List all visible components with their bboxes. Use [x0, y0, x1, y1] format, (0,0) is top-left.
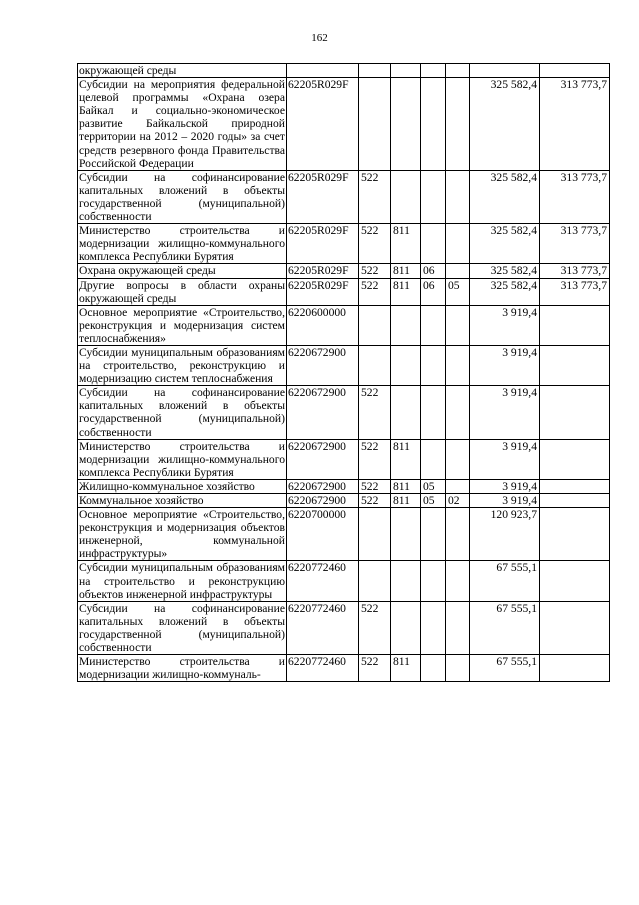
target-article-cell: 62205R029F — [287, 264, 359, 278]
row-name-cell: Охрана окружающей среды — [78, 264, 287, 278]
section-cell — [421, 601, 446, 654]
row-name-cell: Министерство строительства и модернизации жилищно-коммуналь- — [79, 655, 285, 682]
subsection-cell — [446, 64, 470, 78]
target-article-cell: 6220600000 — [287, 305, 359, 345]
amount-first-year-cell: 120 923,7 — [470, 508, 540, 561]
ministry-code-cell: 811 — [391, 264, 421, 278]
section-cell — [421, 170, 446, 223]
table-row — [78, 345, 610, 385]
row-name-cell: Министерство строительства и модернизации жилищно-коммунального комплекса Республики Бурятия — [79, 439, 285, 479]
amount-first-year-cell: 67 555,1 — [470, 561, 540, 601]
ministry-code-cell: 811 — [391, 439, 421, 479]
subsection-cell — [446, 601, 470, 654]
table-row — [78, 439, 610, 479]
amount-second-year-cell — [540, 655, 610, 682]
subsection-cell — [446, 345, 470, 385]
section-cell — [421, 508, 446, 561]
table-row — [78, 78, 610, 171]
row-name-cell: Коммунальное хозяйство — [78, 494, 287, 508]
section-cell: 06 — [421, 264, 446, 278]
section-cell: 06 — [421, 278, 446, 305]
target-article-cell: 6220672900 — [287, 439, 359, 479]
amount-first-year-cell: 3 919,4 — [470, 305, 540, 345]
subsection-cell — [446, 439, 470, 479]
target-article-cell: 62205R029F — [287, 278, 359, 305]
subsection-cell: 05 — [446, 278, 470, 305]
section-cell: 05 — [421, 494, 446, 508]
expense-type-cell: 522 — [359, 494, 391, 508]
expense-type-cell: 522 — [359, 439, 391, 479]
subsection-cell — [446, 170, 470, 223]
target-article-cell: 6220672900 — [287, 494, 359, 508]
amount-first-year-cell: 3 919,4 — [470, 386, 540, 439]
subsection-cell — [446, 561, 470, 601]
target-article-cell: 6220772460 — [287, 655, 359, 682]
amount-first-year-cell: 325 582,4 — [470, 170, 540, 223]
target-article-cell: 6220672900 — [287, 345, 359, 385]
row-name-cell: Субсидии на софинансирование капитальных вложений в объекты государственной (муниципальной) собственности — [79, 601, 285, 655]
table-row — [78, 508, 610, 561]
expense-type-cell — [359, 508, 391, 561]
amount-second-year-cell — [540, 494, 610, 508]
ministry-code-cell: 811 — [391, 479, 421, 493]
table-row — [78, 170, 610, 223]
ministry-code-cell: 811 — [391, 224, 421, 264]
expense-type-cell: 522 — [359, 386, 391, 439]
table-row — [78, 601, 610, 654]
subsection-cell — [446, 264, 470, 278]
target-article-cell: 62205R029F — [287, 224, 359, 264]
row-name-cell: Субсидии муниципальным образованиям на строительство, реконструкцию и модернизацию систем теплоснабжения — [79, 345, 285, 386]
expense-type-cell: 522 — [359, 264, 391, 278]
ministry-code-cell — [391, 345, 421, 385]
subsection-cell — [446, 386, 470, 439]
amount-second-year-cell: 313 773,7 — [540, 78, 610, 171]
target-article-cell: 6220772460 — [287, 561, 359, 601]
amount-second-year-cell: 313 773,7 — [540, 224, 610, 264]
section-cell — [421, 345, 446, 385]
target-article-cell: 6220700000 — [287, 508, 359, 561]
amount-first-year-cell: 3 919,4 — [470, 439, 540, 479]
amount-second-year-cell — [540, 479, 610, 493]
amount-second-year-cell: 313 773,7 — [540, 264, 610, 278]
section-cell — [421, 655, 446, 682]
subsection-cell — [446, 224, 470, 264]
row-name-cell: окружающей среды — [78, 64, 287, 78]
subsection-cell — [446, 655, 470, 682]
amount-first-year-cell: 325 582,4 — [470, 264, 540, 278]
amount-second-year-cell — [540, 64, 610, 78]
target-article-cell: 6220672900 — [287, 479, 359, 493]
amount-second-year-cell — [540, 601, 610, 654]
expense-type-cell — [359, 78, 391, 171]
table-body — [78, 64, 610, 682]
ministry-code-cell — [391, 64, 421, 78]
amount-first-year-cell: 3 919,4 — [470, 494, 540, 508]
expense-type-cell — [359, 345, 391, 385]
row-name-cell: Субсидии на софинансирование капитальных вложений в объекты государственной (муниципальной) собственности — [79, 386, 285, 439]
ministry-code-cell — [391, 508, 421, 561]
expense-type-cell: 522 — [359, 479, 391, 493]
subsection-cell — [446, 78, 470, 171]
target-article-cell: 6220672900 — [287, 386, 359, 439]
amount-first-year-cell: 325 582,4 — [470, 278, 540, 305]
target-article-cell: 62205R029F — [287, 170, 359, 223]
expense-type-cell: 522 — [359, 655, 391, 682]
section-cell — [421, 78, 446, 171]
ministry-code-cell — [391, 561, 421, 601]
amount-first-year-cell: 325 582,4 — [470, 78, 540, 171]
amount-first-year-cell — [470, 64, 540, 78]
amount-second-year-cell — [540, 305, 610, 345]
subsection-cell — [446, 508, 470, 561]
row-name-cell: Другие вопросы в области охраны окружающей среды — [79, 278, 285, 305]
row-name-cell: Основное мероприятие «Строительство, реконструкция и модернизация объектов инженерной, коммунальной инфраструктуры» — [79, 508, 285, 561]
amount-first-year-cell: 67 555,1 — [470, 601, 540, 654]
table-row — [78, 479, 610, 493]
row-name-cell: Министерство строительства и модернизации жилищно-коммунального комплекса Республики Бурятия — [79, 224, 285, 264]
amount-second-year-cell — [540, 386, 610, 439]
target-article-cell: 62205R029F — [287, 78, 359, 171]
amount-first-year-cell: 3 919,4 — [470, 345, 540, 385]
page-number: 162 — [311, 32, 328, 44]
section-cell — [421, 561, 446, 601]
ministry-code-cell — [391, 386, 421, 439]
expense-type-cell: 522 — [359, 170, 391, 223]
ministry-code-cell — [391, 78, 421, 171]
expense-type-cell: 522 — [359, 278, 391, 305]
amount-second-year-cell — [540, 561, 610, 601]
amount-first-year-cell: 67 555,1 — [470, 655, 540, 682]
amount-second-year-cell: 313 773,7 — [540, 170, 610, 223]
table-row — [78, 264, 610, 278]
budget-table — [77, 63, 610, 682]
ministry-code-cell — [391, 305, 421, 345]
row-name-cell: Субсидии на софинансирование капитальных вложений в объекты государственной (муниципальной) собственности — [79, 170, 285, 224]
table-row — [78, 561, 610, 601]
table-row — [78, 305, 610, 345]
amount-first-year-cell: 325 582,4 — [470, 224, 540, 264]
row-name-cell: Субсидии на мероприятия федеральной целевой программы «Охрана озера Байкал и социально-экономическое развитие Байкальской природной территории на 2012 – 2020 годы» за счет средств резервного фонда Правительства Российской Федерации — [79, 78, 285, 170]
target-article-cell — [287, 64, 359, 78]
ministry-code-cell: 811 — [391, 655, 421, 682]
amount-second-year-cell — [540, 508, 610, 561]
ministry-code-cell — [391, 170, 421, 223]
subsection-cell — [446, 479, 470, 493]
table-row — [78, 494, 610, 508]
row-name-cell: Жилищно-коммунальное хозяйство — [78, 479, 287, 493]
ministry-code-cell: 811 — [391, 494, 421, 508]
table-row — [78, 278, 610, 305]
table-row — [78, 224, 610, 264]
table-row — [78, 64, 610, 78]
expense-type-cell: 522 — [359, 601, 391, 654]
table-row — [78, 386, 610, 439]
target-article-cell: 6220772460 — [287, 601, 359, 654]
section-cell — [421, 224, 446, 264]
expense-type-cell: 522 — [359, 224, 391, 264]
expense-type-cell — [359, 305, 391, 345]
ministry-code-cell: 811 — [391, 278, 421, 305]
table-row — [78, 655, 610, 682]
expense-type-cell — [359, 64, 391, 78]
expense-type-cell — [359, 561, 391, 601]
row-name-cell: Субсидии муниципальным образованиям на строительство и реконструкцию объектов инженерной инфраструктуры — [79, 561, 285, 601]
subsection-cell: 02 — [446, 494, 470, 508]
amount-first-year-cell: 3 919,4 — [470, 479, 540, 493]
section-cell — [421, 439, 446, 479]
amount-second-year-cell — [540, 345, 610, 385]
ministry-code-cell — [391, 601, 421, 654]
section-cell — [421, 386, 446, 439]
amount-second-year-cell: 313 773,7 — [540, 278, 610, 305]
amount-second-year-cell — [540, 439, 610, 479]
section-cell: 05 — [421, 479, 446, 493]
row-name-cell: Основное мероприятие «Строительство, реконструкция и модернизация систем теплоснабжения» — [79, 305, 285, 345]
section-cell — [421, 305, 446, 345]
subsection-cell — [446, 305, 470, 345]
section-cell — [421, 64, 446, 78]
